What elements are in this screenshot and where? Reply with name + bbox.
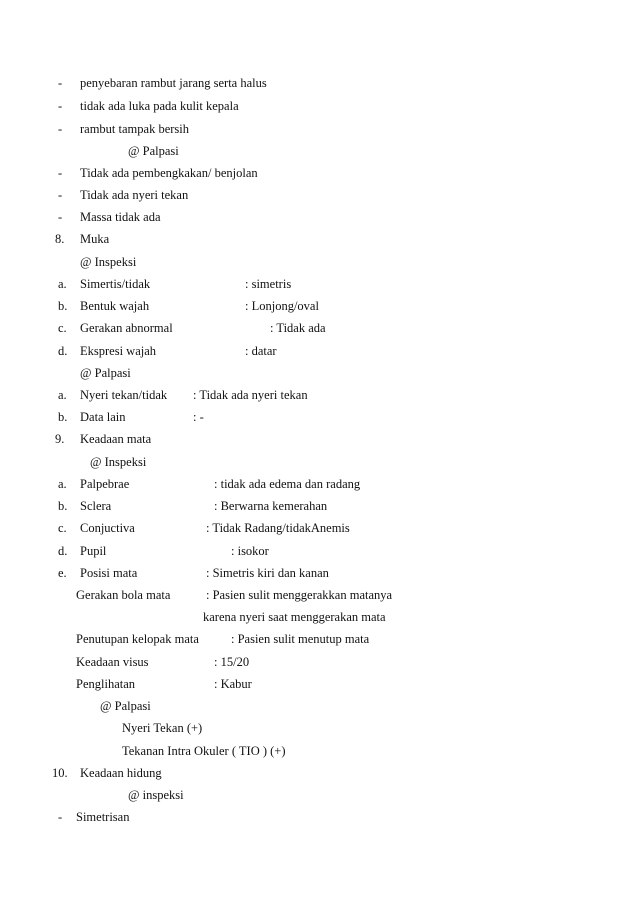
field-value: : 15/20 — [214, 655, 250, 669]
item-letter: d. — [58, 544, 68, 558]
field-label: Penglihatan — [76, 677, 136, 691]
field-label: Bentuk wajah — [80, 299, 150, 313]
line-text: rambut tampak bersih — [80, 122, 189, 136]
bullet-mark: - — [58, 122, 63, 136]
field-label: Pupil — [80, 544, 107, 558]
section-subheading: @ Palpasi — [100, 699, 151, 713]
field-value: : Simetris kiri dan kanan — [206, 566, 329, 580]
bullet-mark: - — [58, 166, 63, 180]
field-label: Nyeri tekan/tidak — [80, 388, 168, 402]
field-value: : Kabur — [214, 677, 252, 691]
field-value: : Lonjong/oval — [245, 299, 319, 313]
field-label: Ekspresi wajah — [80, 344, 157, 358]
line-text: Nyeri Tekan (+) — [122, 721, 203, 735]
section-subheading: @ Inspeksi — [80, 255, 137, 269]
field-label: Penutupan kelopak mata — [76, 632, 199, 646]
line-text: Tekanan Intra Okuler ( TIO ) (+) — [122, 744, 286, 758]
field-value: : Pasien sulit menggerakkan matanya — [206, 588, 393, 602]
line-text: penyebaran rambut jarang serta halus — [80, 76, 267, 90]
section-subheading: @ Inspeksi — [90, 455, 147, 469]
field-label: Posisi mata — [80, 566, 138, 580]
item-letter: c. — [58, 321, 67, 335]
section-subheading: @ inspeksi — [128, 788, 184, 802]
item-letter: c. — [58, 521, 67, 535]
field-value: : tidak ada edema dan radang — [214, 477, 361, 491]
item-letter: e. — [58, 566, 67, 580]
line-text: Simetrisan — [76, 810, 130, 824]
field-label: Sclera — [80, 499, 112, 513]
section-number: 10. — [52, 766, 68, 780]
field-label: Conjuctiva — [80, 521, 135, 535]
section-number: 8. — [55, 232, 65, 246]
field-value: : simetris — [245, 277, 292, 291]
section-subheading: @ Palpasi — [128, 144, 179, 158]
section-heading: Muka — [80, 232, 110, 246]
field-value: : Berwarna kemerahan — [214, 499, 328, 513]
line-text: tidak ada luka pada kulit kepala — [80, 99, 239, 113]
field-label: Gerakan abnormal — [80, 321, 173, 335]
field-value-continued: karena nyeri saat menggerakan mata — [203, 610, 386, 624]
bullet-mark: - — [58, 99, 63, 113]
field-value: : isokor — [231, 544, 269, 558]
field-value: : Tidak ada nyeri tekan — [193, 388, 308, 402]
section-heading: Keadaan hidung — [80, 766, 162, 780]
field-value: : Pasien sulit menutup mata — [231, 632, 370, 646]
field-label: Keadaan visus — [76, 655, 149, 669]
line-text: Massa tidak ada — [80, 210, 161, 224]
item-letter: b. — [58, 410, 68, 424]
section-number: 9. — [55, 432, 65, 446]
field-value: : datar — [245, 344, 277, 358]
field-value: : Tidak Radang/tidakAnemis — [206, 521, 350, 535]
bullet-mark: - — [58, 76, 63, 90]
bullet-mark: - — [58, 810, 63, 824]
field-label: Data lain — [80, 410, 126, 424]
bullet-mark: - — [58, 210, 63, 224]
line-text: Tidak ada pembengkakan/ benjolan — [80, 166, 258, 180]
field-label: Palpebrae — [80, 477, 130, 491]
item-letter: a. — [58, 477, 67, 491]
bullet-mark: - — [58, 188, 63, 202]
item-letter: b. — [58, 299, 68, 313]
section-subheading: @ Palpasi — [80, 366, 131, 380]
section-heading: Keadaan mata — [80, 432, 152, 446]
item-letter: a. — [58, 277, 67, 291]
field-value: : Tidak ada — [270, 321, 326, 335]
item-letter: d. — [58, 344, 68, 358]
item-letter: a. — [58, 388, 67, 402]
item-letter: b. — [58, 499, 68, 513]
field-value: : - — [193, 410, 204, 424]
field-label: Gerakan bola mata — [76, 588, 171, 602]
field-label: Simertis/tidak — [80, 277, 151, 291]
line-text: Tidak ada nyeri tekan — [80, 188, 189, 202]
